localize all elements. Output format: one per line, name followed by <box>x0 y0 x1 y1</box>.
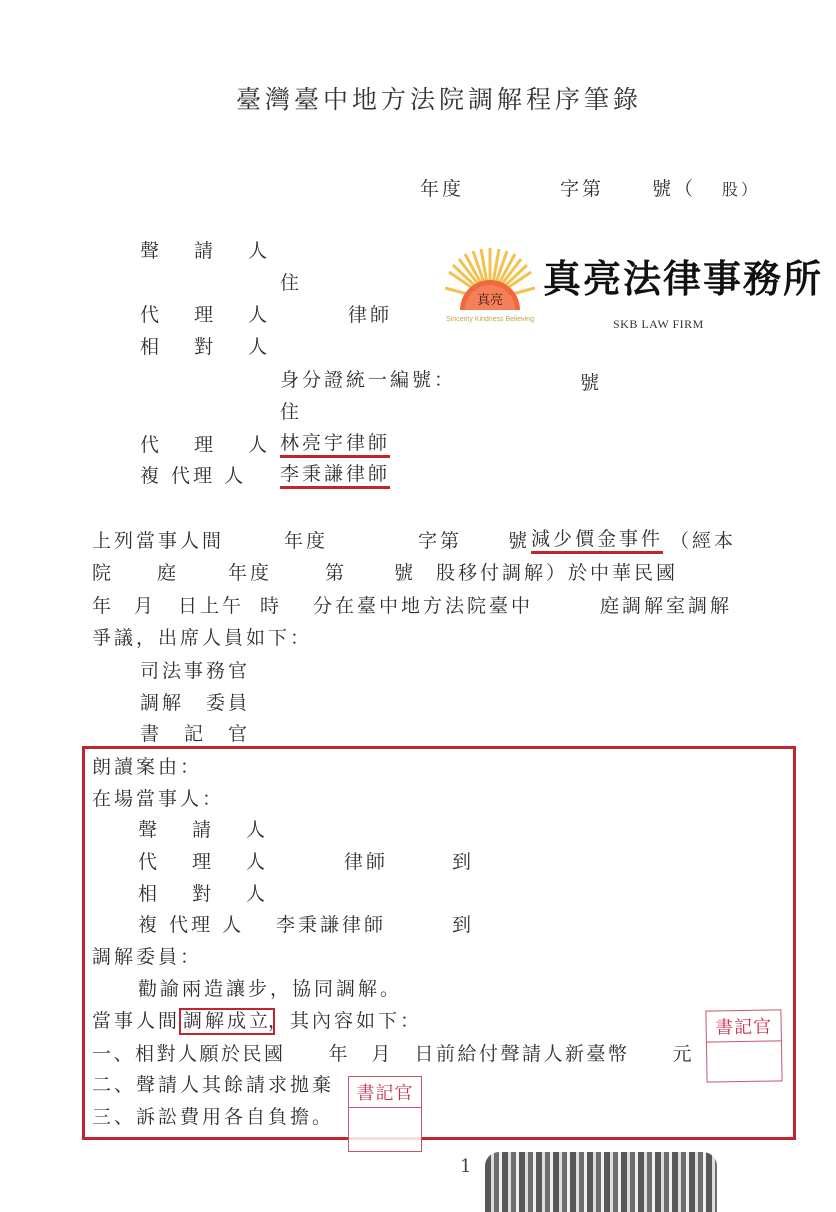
present-respondent-label: 相 對 人 <box>138 883 274 905</box>
body-line2-transfer: 股移付調解）於中華民國 <box>436 562 679 584</box>
applicant-agent-label: 代 理 人 <box>140 304 276 326</box>
applicant-address-label: 住 <box>280 272 303 294</box>
case-word-no: 字第 <box>560 178 605 200</box>
attendee-mediator: 調解 委員 <box>140 692 251 714</box>
body-line3-location: 分在臺中地方法院臺中 <box>313 595 534 617</box>
respondent-id-suffix: 號 <box>580 372 603 394</box>
body-line3-year: 年 <box>92 595 115 617</box>
firm-english-name: SKB LAW FIRM <box>613 317 704 331</box>
mediator-label: 調解委員： <box>92 946 203 968</box>
body-line1-b: 年度 <box>284 530 329 552</box>
body-line3-hour: 時 <box>260 595 283 617</box>
body-line3-month: 月 <box>134 595 157 617</box>
clerk-stamp-left <box>348 1076 422 1152</box>
firm-name: 真亮法律事務所 <box>543 256 824 301</box>
case-division: 股） <box>722 180 761 199</box>
applicant-label: 聲 請 人 <box>140 240 276 262</box>
mediator-statement: 勸諭兩造讓步，協同調解。 <box>138 978 403 1000</box>
case-type-highlight: 減少價金事件 <box>531 530 663 554</box>
applicant-agent-title: 律師 <box>348 304 393 326</box>
present-agent-label: 代 理 人 <box>138 851 274 873</box>
reading-case-label: 朗讀案由： <box>92 756 203 778</box>
present-sub-agent-label: 複 代理 人 <box>138 914 245 936</box>
law-firm-logo <box>443 244 824 336</box>
case-number: 號（ <box>652 178 697 200</box>
body-line3-room: 庭調解室調解 <box>600 595 733 617</box>
body-line2-division: 庭 <box>157 562 180 584</box>
clerk-stamp-right <box>705 1009 782 1082</box>
clerk-stamp-label: 書記官 <box>349 1077 421 1108</box>
attendee-clerk: 書 記 官 <box>140 723 251 745</box>
present-applicant-label: 聲 請 人 <box>138 819 274 841</box>
body-line4: 爭議，出席人員如下： <box>92 627 313 649</box>
body-line1-e: （經本 <box>670 530 737 552</box>
term-3: 三、訴訟費用各自負擔。 <box>92 1106 335 1128</box>
respondent-sub-agent-name: 李秉謙律師 <box>280 465 390 489</box>
page-number: 1 <box>460 1156 472 1177</box>
document-title: 臺灣臺中地方法院調解程序筆錄 <box>236 85 643 114</box>
attendee-judicial-officer: 司法事務官 <box>140 660 251 682</box>
clerk-stamp-label: 書記官 <box>706 1010 781 1042</box>
body-line1-a: 上列當事人間 <box>92 530 225 552</box>
result-prefix: 當事人間 <box>92 1010 181 1032</box>
result-suffix: ，其內容如下： <box>268 1010 423 1032</box>
respondent-id-label: 身分證統一編號： <box>280 369 457 391</box>
mediation-success-highlight: 調解成立 <box>179 1008 275 1035</box>
body-line2-number: 號 <box>394 562 417 584</box>
svg-text:Sincerity Kindness Believing: Sincerity Kindness Believing <box>446 316 534 323</box>
svg-text:真亮: 真亮 <box>476 293 504 308</box>
case-year: 年度 <box>420 178 465 200</box>
body-line2-no: 第 <box>325 562 348 584</box>
body-line3-day: 日上午 <box>178 595 245 617</box>
present-agent-status: 到 <box>452 851 475 873</box>
present-sub-agent-name: 李秉謙律師 <box>276 914 387 936</box>
sun-emblem-icon <box>443 244 537 326</box>
respondent-address-label: 住 <box>280 401 303 423</box>
term-1: 一、相對人願於民國 年 月 日前給付聲請人新臺幣 元 <box>92 1043 695 1065</box>
present-parties-label: 在場當事人： <box>92 788 225 810</box>
court-seal-stamp <box>485 1152 717 1212</box>
respondent-agent-label: 代 理 人 <box>140 434 276 456</box>
respondent-sub-agent-label: 複 代理 人 <box>140 465 247 487</box>
present-agent-name: 律師 <box>344 851 389 873</box>
body-line1-d: 號 <box>508 530 531 552</box>
term-2: 二、聲請人其餘請求拋棄 <box>92 1074 335 1096</box>
body-line1-c: 字第 <box>418 530 463 552</box>
respondent-label: 相 對 人 <box>140 336 276 358</box>
body-line2-court: 院 <box>92 562 115 584</box>
body-line2-year: 年度 <box>228 562 273 584</box>
respondent-agent-name: 林亮宇律師 <box>280 434 390 458</box>
present-sub-agent-status: 到 <box>452 914 475 936</box>
